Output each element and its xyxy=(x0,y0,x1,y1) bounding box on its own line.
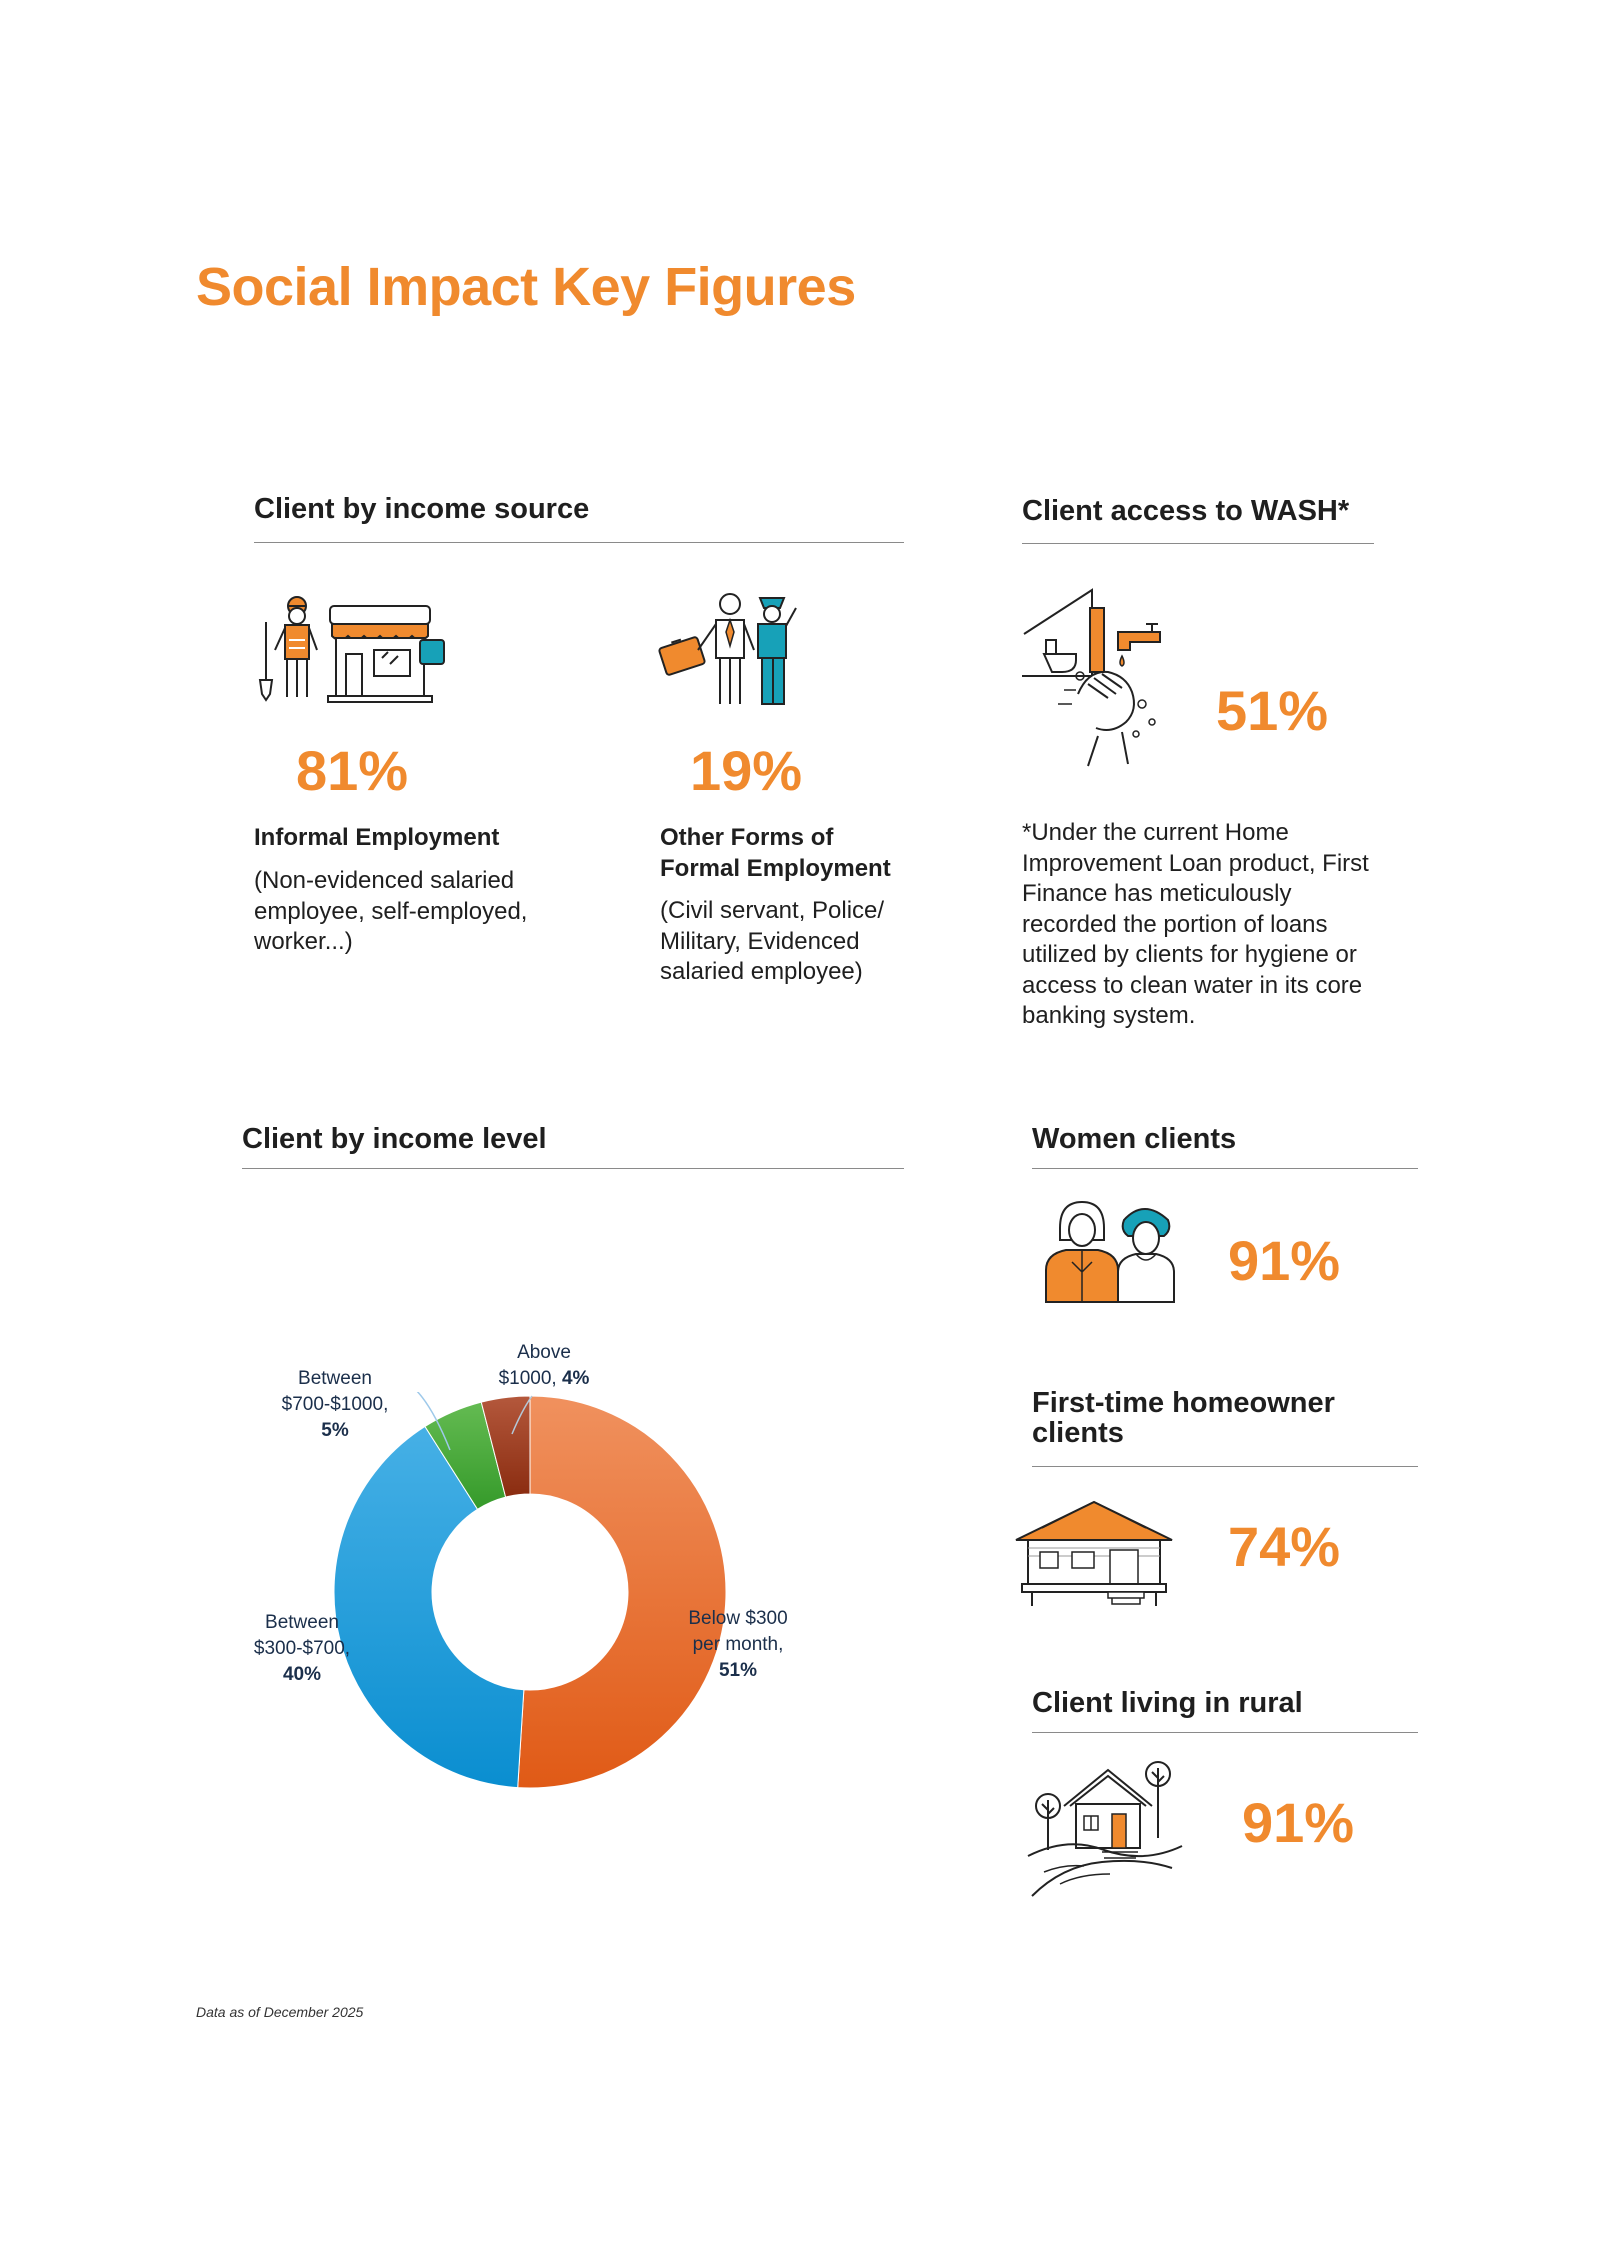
homeowner-heading xyxy=(1032,1388,1335,1449)
homeowner-pct: 74% xyxy=(1228,1515,1341,1578)
income-level-divider xyxy=(242,1168,904,1169)
income-source-heading: Client by income source xyxy=(254,493,590,525)
formal-pct: 19% xyxy=(690,739,803,802)
income-donut-chart xyxy=(330,1392,730,1797)
footer-note: Data as of December 2025 xyxy=(196,2004,364,2020)
women-divider xyxy=(1032,1168,1418,1169)
informal-pct: 81% xyxy=(296,739,409,802)
two-women-icon xyxy=(1040,1198,1186,1304)
homeowner-heading-line1: First-time homeowner xyxy=(1032,1387,1335,1419)
informal-desc: (Non-evidenced salaried employee, self-employed, worker...) xyxy=(254,867,528,955)
house-icon xyxy=(1012,1498,1176,1608)
callout-above-text2: $1000, xyxy=(498,1368,557,1389)
rural-pct: 91% xyxy=(1242,1791,1355,1854)
wash-heading: Client access to WASH* xyxy=(1022,495,1350,527)
rural-house-icon xyxy=(1024,1756,1184,1902)
callout-700-1000-pct: 5% xyxy=(321,1420,349,1441)
wash-divider xyxy=(1022,543,1374,544)
callout-above-1000 xyxy=(494,1340,594,1392)
wash-note: *Under the current Home Improvement Loan product, First Finance has meticulously recorded the portion of loans utilized by clients for hygiene or access to clean water in its core banking system. xyxy=(1022,819,1369,1029)
informal-label: Informal Employment xyxy=(254,824,500,851)
rural-divider xyxy=(1032,1732,1418,1733)
income-level-heading: Client by income level xyxy=(242,1123,547,1155)
slice-below-300 xyxy=(518,1396,726,1788)
homeowner-divider xyxy=(1032,1466,1418,1467)
callout-300-700-text2: $300-$700, xyxy=(253,1638,351,1659)
formal-desc: (Civil servant, Police/ Military, Evidenced salaried employee) xyxy=(660,897,885,985)
formal-label: Other Forms of Formal Employment xyxy=(660,824,891,882)
callout-700-1000-text: Between $700-$1000, xyxy=(281,1368,389,1415)
callout-above-pct: 4% xyxy=(561,1368,590,1389)
callout-above-text1: Above xyxy=(517,1342,571,1363)
page-title: Social Impact Key Figures xyxy=(196,257,856,317)
homeowner-heading-line2: clients xyxy=(1032,1417,1124,1450)
callout-below-300 xyxy=(678,1606,798,1684)
callout-below-text2: per month, xyxy=(692,1634,784,1655)
women-heading: Women clients xyxy=(1032,1123,1237,1155)
callout-700-1000-label xyxy=(272,1340,398,1444)
wash-pct: 51% xyxy=(1216,679,1329,742)
callout-300-700 xyxy=(252,1610,352,1688)
women-pct: 91% xyxy=(1228,1229,1341,1292)
callout-below-text1: Below $300 xyxy=(688,1608,788,1629)
rural-heading: Client living in rural xyxy=(1032,1687,1303,1719)
toilet-tap-handwash-icon xyxy=(1018,584,1208,774)
worker-and-shop-icon xyxy=(250,592,450,704)
callout-300-700-pct: 40% xyxy=(282,1664,322,1685)
callout-below-pct: 51% xyxy=(718,1660,758,1681)
callout-300-700-text1: Between xyxy=(265,1612,339,1633)
officer-and-police-icon xyxy=(656,590,806,708)
income-source-divider xyxy=(254,542,904,543)
